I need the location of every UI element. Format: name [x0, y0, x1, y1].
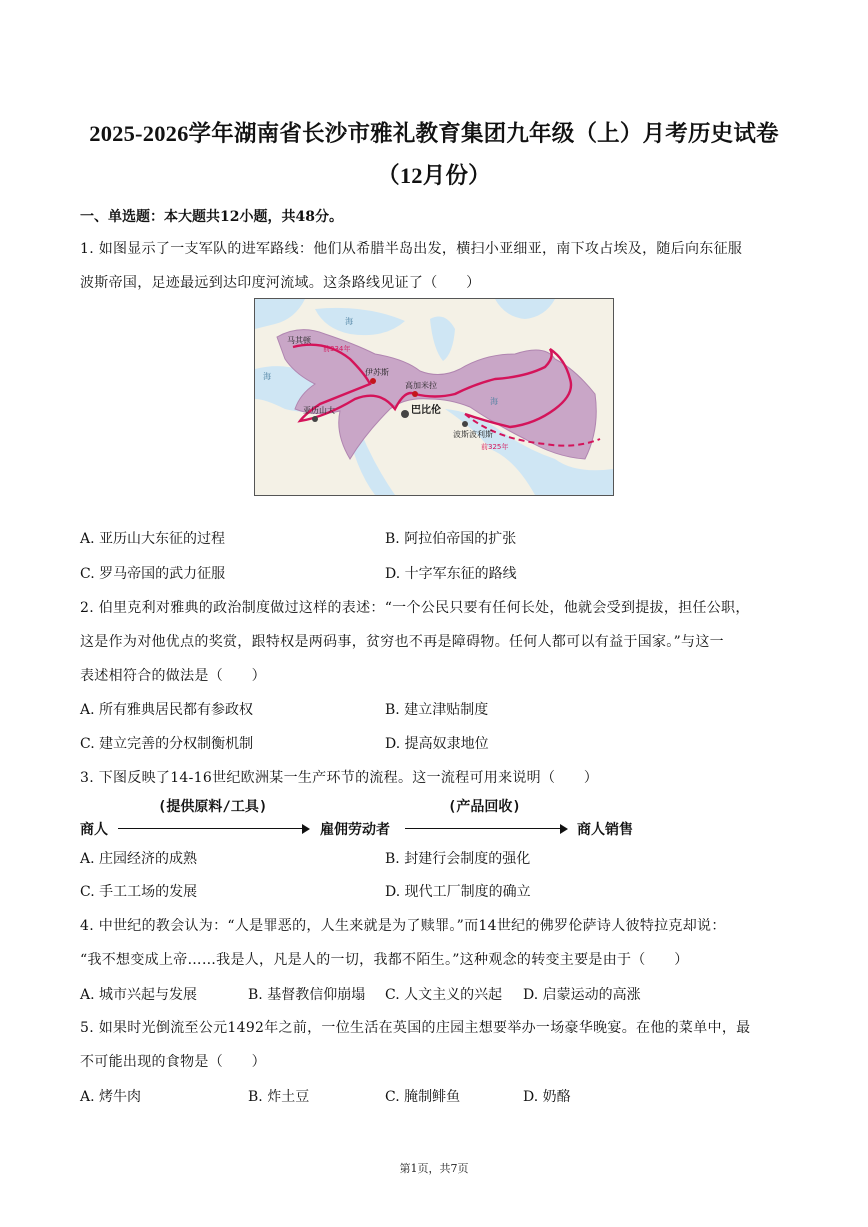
q5-option-c: C. 腌制鲱鱼 [385, 1089, 461, 1105]
q5-option-a: A. 烤牛肉 [80, 1089, 142, 1105]
babylon-marker [401, 410, 409, 418]
q4-option-a: A. 城市兴起与发展 [80, 987, 198, 1003]
q2-option-c: C. 建立完善的分权制衡机制 [80, 736, 254, 752]
q5-option-b: B. 炸土豆 [248, 1089, 310, 1105]
question-2-line-3: 表述相符合的做法是（ ） [80, 668, 266, 684]
alexandria-marker [312, 416, 318, 422]
q5-option-d: D. 奶酪 [523, 1089, 571, 1105]
page-footer: 第1页，共7页 [399, 1162, 469, 1175]
q1-option-d: D. 十字军东征的路线 [385, 566, 517, 582]
q1-option-b: B. 阿拉伯帝国的扩张 [385, 531, 517, 547]
alexander-campaign-map [254, 298, 614, 496]
q4-option-c: C. 人文主义的兴起 [385, 987, 503, 1003]
question-1-line-1: 1. 如图显示了一支军队的进军路线：他们从希腊半岛出发，横扫小亚细亚，南下攻占埃及，随后向东征服 [80, 241, 743, 257]
q2-option-d: D. 提高奴隶地位 [385, 736, 489, 752]
issus-label: 伊苏斯 [365, 368, 389, 377]
question-2-line-2: 这是作为对他优点的奖赏，跟特权是两码事，贫穷也不再是障碍物。任何人都可以有益于国家。”与这一 [80, 634, 724, 650]
year-label-325: 前325年 [481, 443, 509, 451]
q3-option-a: A. 庄园经济的成熟 [80, 851, 198, 867]
q2-option-b: B. 建立津贴制度 [385, 702, 489, 718]
question-2-line-1: 2. 伯里克利对雅典的政治制度做过这样的表述：“一个公民只要有任何长处，他就会受到提拔，担任公职， [80, 600, 750, 616]
q1-option-a: A. 亚历山大东征的过程 [80, 531, 226, 547]
flow-node-wage-laborer: 雇佣劳动者 [320, 822, 390, 838]
flow-node-merchant: 商人 [80, 822, 108, 838]
macedonia-label: 马其顿 [287, 336, 311, 345]
exam-title: 2025-2026学年湖南省长沙市雅礼教育集团九年级（上）月考历史试卷 [89, 121, 779, 146]
gaugamela-label: 高加米拉 [405, 381, 437, 390]
year-label-334: 前334年 [323, 345, 351, 353]
persepolis-label: 波斯波利斯 [453, 430, 493, 439]
exam-title-month: （12月份） [377, 163, 491, 188]
q3-option-d: D. 现代工厂制度的确立 [385, 884, 531, 900]
question-4-line-1: 4. 中世纪的教会认为：“人是罪恶的，人生来就是为了赎罪。”而14世纪的佛罗伦萨诗人彼特拉克却说： [80, 918, 726, 934]
sea-label-2: 海 [263, 372, 271, 381]
q2-option-a: A. 所有雅典居民都有参政权 [80, 702, 254, 718]
flow-node-merchant-sales: 商人销售 [577, 822, 633, 838]
section-header: 一、单选题：本大题共12小题，共48分。 [80, 209, 343, 225]
q1-option-c: C. 罗马帝国的武力征服 [80, 566, 226, 582]
q4-option-b: B. 基督教信仰崩塌 [248, 987, 366, 1003]
flow-arrow-1-line [118, 828, 308, 829]
flow-label-return: (产品回收) [448, 799, 521, 815]
issus-marker [370, 378, 376, 384]
alexandria-label: 亚历山大 [303, 406, 335, 415]
q3-option-c: C. 手工工场的发展 [80, 884, 198, 900]
question-5-line-1: 5. 如果时光倒流至公元1492年之前，一位生活在英国的庄园主想要举办一场豪华晚宴。在他的菜单中，最 [80, 1020, 751, 1036]
sea-label-1: 海 [345, 317, 353, 326]
flow-arrow-2-line [405, 828, 565, 829]
question-1-line-2: 波斯帝国，足迹最远到达印度河流域。这条路线见证了（ ） [80, 275, 481, 291]
flow-label-supply: (提供原料/工具) [158, 799, 268, 815]
question-4-line-2: “我不想变成上帝……我是人，凡是人的一切，我都不陌生。”这种观念的转变主要是由于（ ） [80, 952, 689, 968]
question-3-line-1: 3. 下图反映了14-16世纪欧洲某一生产环节的流程。这一流程可用来说明（ ） [80, 770, 599, 786]
q3-option-b: B. 封建行会制度的强化 [385, 851, 531, 867]
q4-option-d: D. 启蒙运动的高涨 [523, 987, 641, 1003]
persepolis-marker [462, 421, 468, 427]
sea-label-3: 海 [490, 397, 498, 406]
question-5-line-2: 不可能出现的食物是（ ） [80, 1054, 266, 1070]
babylon-label: 巴比伦 [411, 405, 441, 416]
flow-arrow-1-head [302, 824, 310, 834]
flow-arrow-2-head [560, 824, 568, 834]
gaugamela-marker [412, 391, 418, 397]
